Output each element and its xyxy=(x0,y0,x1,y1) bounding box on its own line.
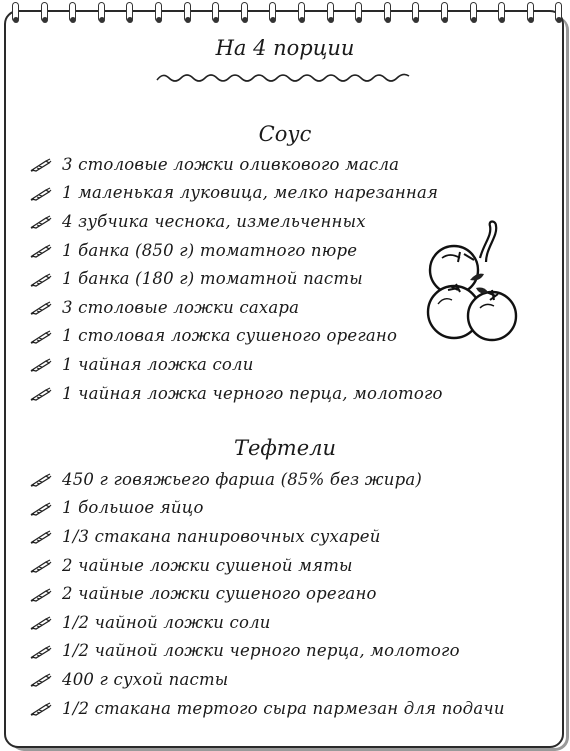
spiral-ring xyxy=(327,2,335,24)
ingredient-text: 1/3 стакана панировочных сухарей xyxy=(62,526,381,546)
spiral-ring xyxy=(384,2,392,24)
ingredient-text: 1 маленькая луковица, мелко нарезанная xyxy=(62,183,439,203)
spiral-ring xyxy=(184,2,192,24)
writing-hand-icon xyxy=(30,386,52,400)
writing-hand-icon xyxy=(30,701,52,715)
ingredient-item xyxy=(30,293,443,322)
sauce-heading: Соус xyxy=(258,122,312,146)
ingredient-text: 2 чайные ложки сушеного орегано xyxy=(62,584,377,604)
spiral-ring xyxy=(441,2,449,24)
ingredient-text: 450 г говяжьего фарша (85% без жира) xyxy=(62,469,423,489)
ingredient-item xyxy=(30,608,505,637)
spiral-ring xyxy=(98,2,106,24)
spiral-ring xyxy=(212,2,220,24)
spiral-ring xyxy=(12,2,20,24)
meatballs-ingredient-list xyxy=(30,465,505,722)
ingredient-item xyxy=(30,465,505,494)
portions-label: На 4 порции xyxy=(215,36,355,60)
spiral-ring xyxy=(355,2,363,24)
ingredient-text: 3 столовые ложки оливкового масла xyxy=(62,154,400,174)
ingredient-item xyxy=(30,694,505,723)
writing-hand-icon xyxy=(30,472,52,486)
writing-hand-icon xyxy=(30,587,52,601)
spiral-ring xyxy=(69,2,77,24)
ingredient-text: 1 чайная ложка соли xyxy=(62,354,254,374)
ingredient-text: 1/2 стакана тертого сыра пармезан для подачи xyxy=(62,698,505,718)
ingredient-item xyxy=(30,322,443,351)
writing-hand-icon xyxy=(30,672,52,686)
ingredient-item xyxy=(30,264,443,293)
ingredient-item xyxy=(30,150,443,179)
writing-hand-icon xyxy=(30,357,52,371)
spiral-ring xyxy=(126,2,134,24)
ingredient-item xyxy=(30,207,443,236)
writing-hand-icon xyxy=(30,615,52,629)
writing-hand-icon xyxy=(30,272,52,286)
writing-hand-icon xyxy=(30,243,52,257)
ingredient-text: 3 столовые ложки сахара xyxy=(62,297,300,317)
spiral-ring xyxy=(41,2,49,24)
spiral-ring xyxy=(412,2,420,24)
ingredient-item xyxy=(30,179,443,208)
ingredient-text: 1 банка (180 г) томатной пасты xyxy=(62,269,363,289)
spiral-ring xyxy=(241,2,249,24)
meatballs-heading: Тефтели xyxy=(233,436,337,460)
ingredient-item xyxy=(30,665,505,694)
spiral-ring xyxy=(298,2,306,24)
ingredient-item xyxy=(30,350,443,379)
writing-hand-icon xyxy=(30,329,52,343)
ingredient-text: 1/2 чайной ложки соли xyxy=(62,612,271,632)
ingredient-text: 1 чайная ложка черного перца, молотого xyxy=(62,383,443,403)
spiral-ring xyxy=(470,2,478,24)
writing-hand-icon xyxy=(30,644,52,658)
ingredient-item xyxy=(30,637,505,666)
spiral-ring xyxy=(498,2,506,24)
ingredient-text: 4 зубчика чеснока, измельченных xyxy=(62,211,366,231)
spiral-ring xyxy=(555,2,563,24)
spiral-binding xyxy=(0,0,570,30)
ingredient-text: 400 г сухой пасты xyxy=(62,669,229,689)
ingredient-text: 1/2 чайной ложки черного перца, молотого xyxy=(62,641,460,661)
spiral-ring xyxy=(269,2,277,24)
writing-hand-icon xyxy=(30,501,52,515)
ingredient-item xyxy=(30,379,443,408)
ingredient-text: 2 чайные ложки сушеной мяты xyxy=(62,555,353,575)
ingredient-text: 1 столовая ложка сушеного орегано xyxy=(62,326,398,346)
ingredient-item xyxy=(30,522,505,551)
writing-hand-icon xyxy=(30,157,52,171)
writing-hand-icon xyxy=(30,214,52,228)
ingredient-text: 1 большое яйцо xyxy=(62,498,204,518)
ingredient-text: 1 банка (850 г) томатного пюре xyxy=(62,240,358,260)
writing-hand-icon xyxy=(30,558,52,572)
ingredient-item xyxy=(30,236,443,265)
spiral-ring xyxy=(155,2,163,24)
ingredient-item xyxy=(30,551,505,580)
ingredient-item xyxy=(30,494,505,523)
writing-hand-icon xyxy=(30,300,52,314)
spiral-ring xyxy=(527,2,535,24)
writing-hand-icon xyxy=(30,529,52,543)
divider-flourish xyxy=(155,68,415,86)
tomato-illustration xyxy=(420,218,520,348)
ingredient-item xyxy=(30,579,505,608)
sauce-ingredient-list xyxy=(30,150,443,407)
writing-hand-icon xyxy=(30,186,52,200)
